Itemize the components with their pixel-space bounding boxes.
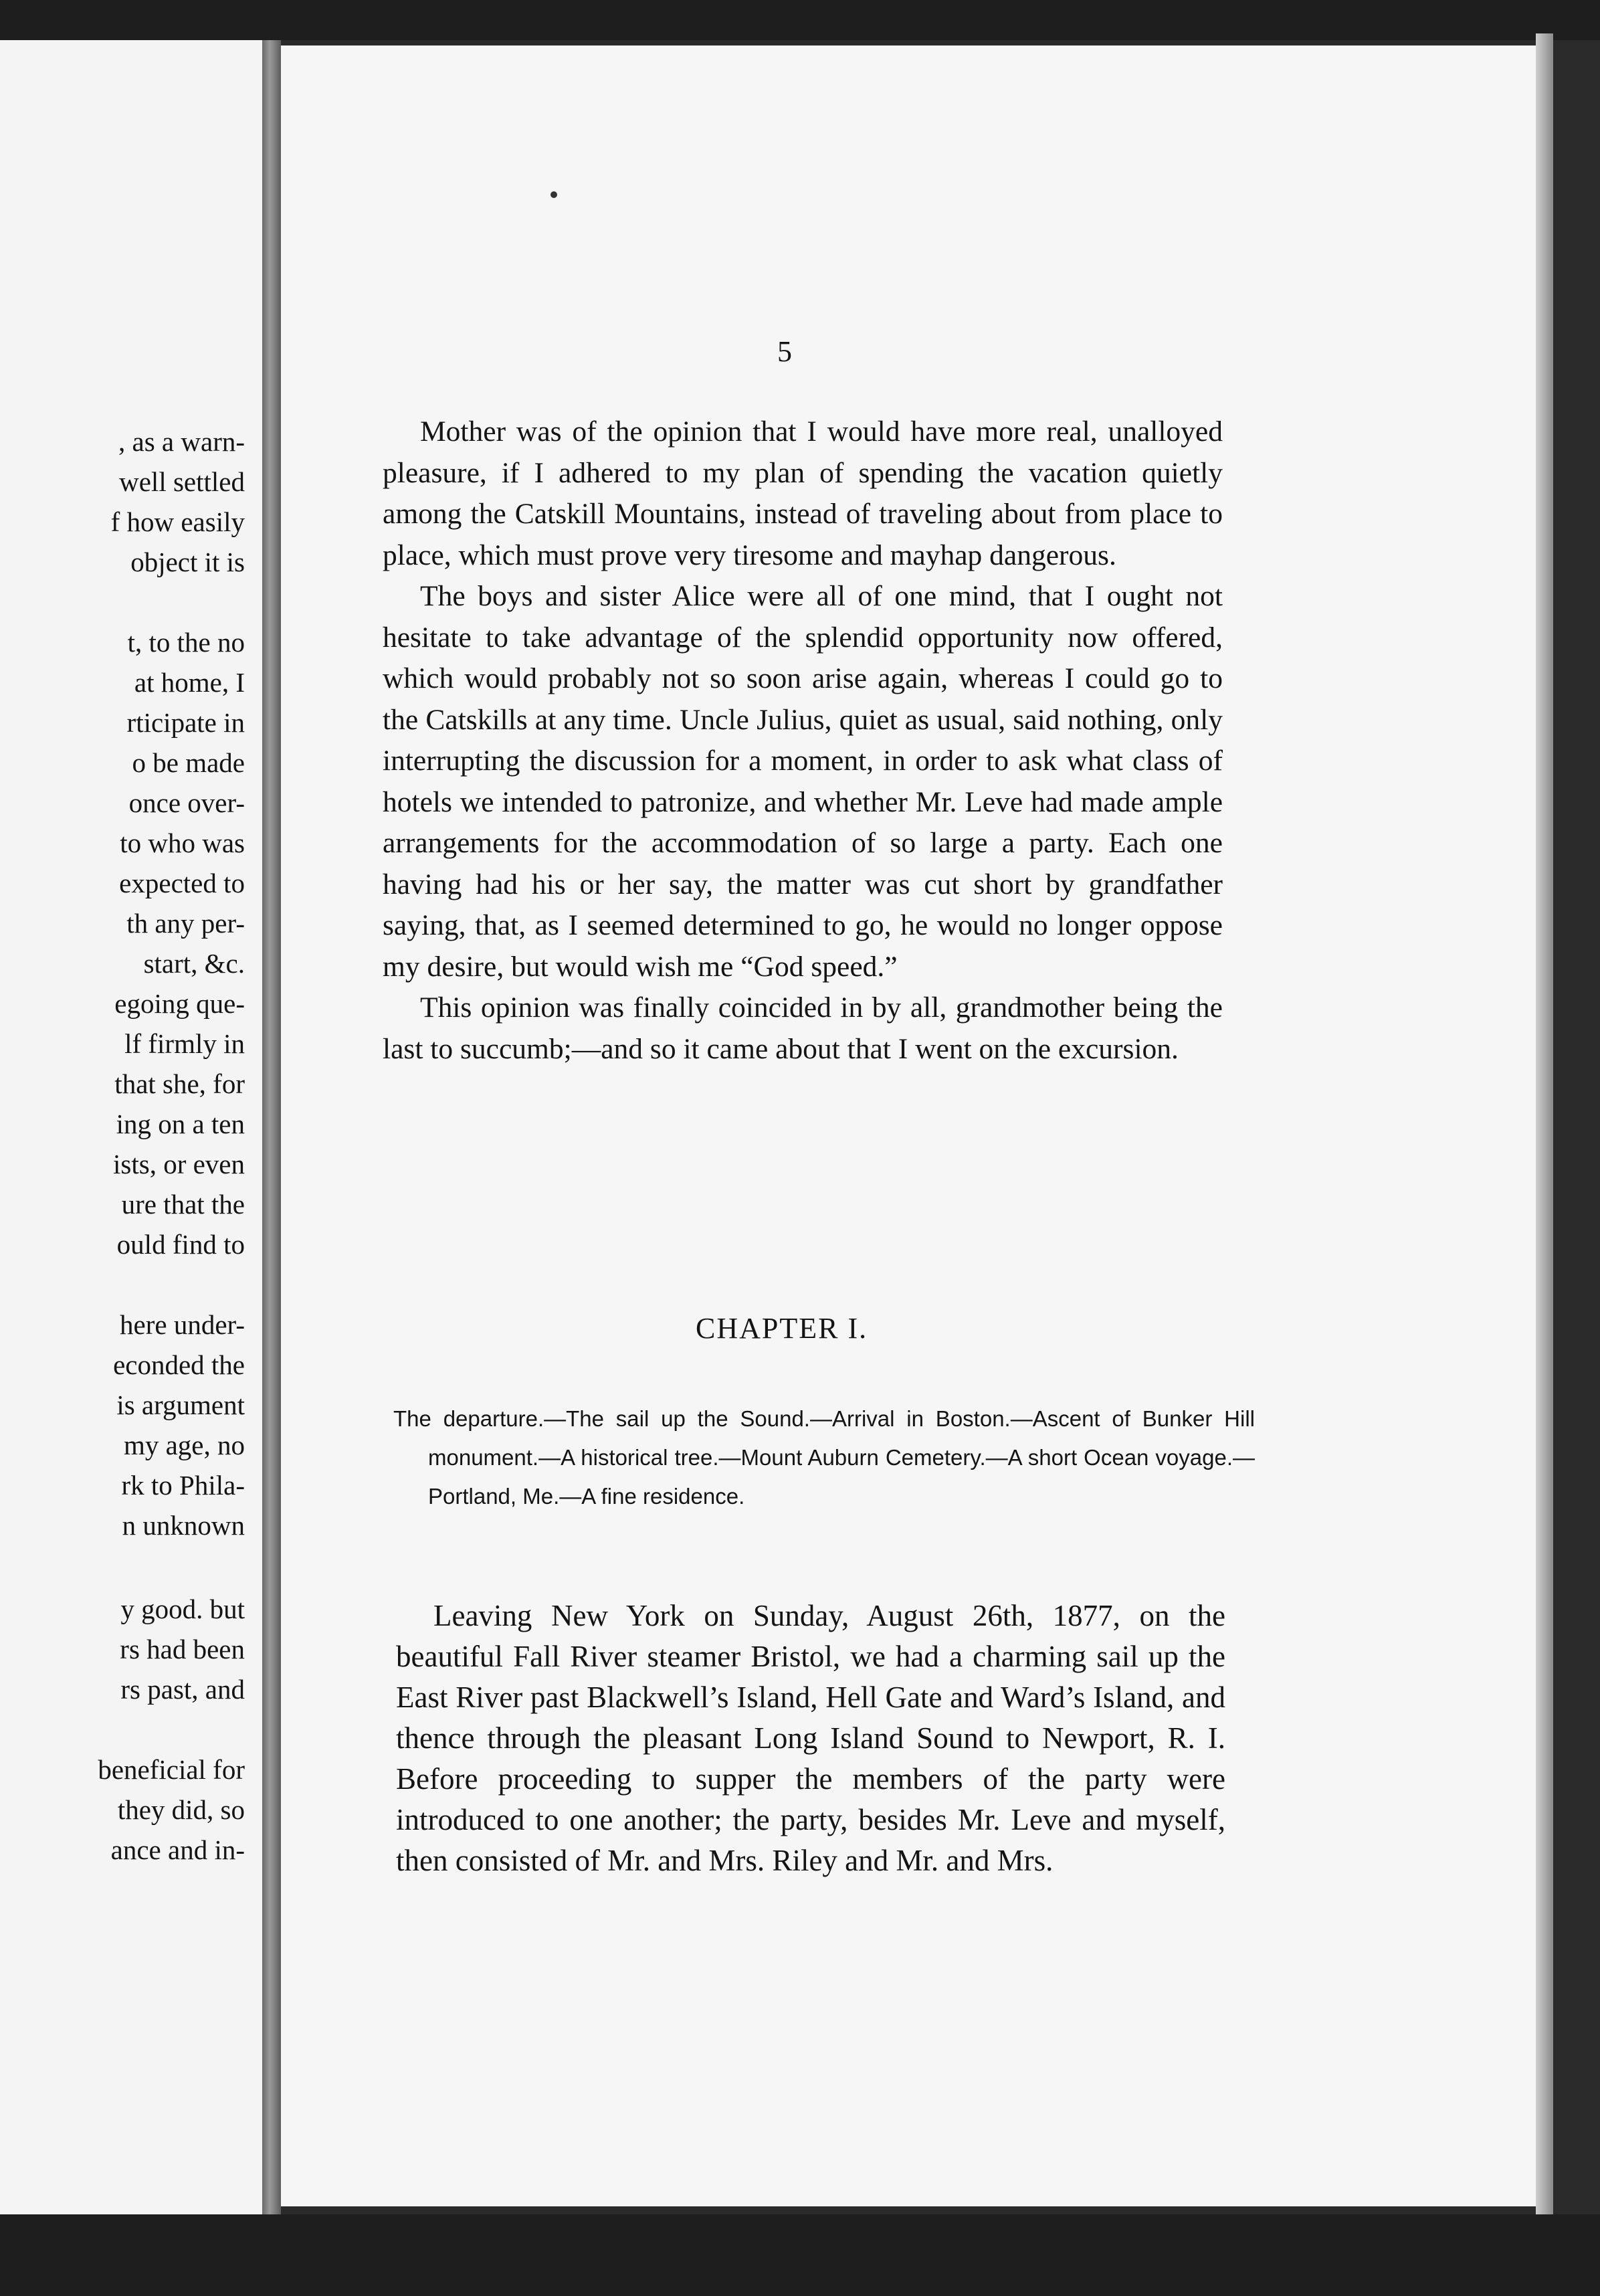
- left-page-line: they did, so: [117, 1794, 245, 1825]
- left-page-line: well settled: [119, 466, 245, 497]
- left-page-line: th any per-: [126, 908, 245, 939]
- left-page-line: beneficial for: [98, 1754, 245, 1785]
- left-page-line: rticipate in: [126, 707, 245, 738]
- ink-speck: [551, 191, 557, 198]
- paragraph: Leaving New York on Sunday, August 26th, 1877, on the beautiful Fall River steamer Bristol, we had a charming sail up the East River past Blackwell’s Island, Hell Gate and Ward’s Island, and thence through the pleasant Long Island Sound to Newport, R. I. Before proceeding to supper the members of the party were introduced to one another; the party, besides Mr. Leve and myself, then consisted of Mr. and Mrs. Riley and Mr. and Mrs.: [396, 1599, 1225, 1877]
- left-page-line: rs had been: [120, 1634, 245, 1664]
- left-page-line: once over-: [128, 787, 245, 818]
- left-page-line: at home, I: [134, 667, 245, 698]
- paragraph: Mother was of the opinion that I would have more real, unalloyed pleasure, if I adhered to my plan of spending the vacation quietly among the Catskill Mountains, instead of traveling about from place to place, which must prove very tiresome and mayhap dangerous.: [383, 415, 1223, 571]
- left-page-line: expected to: [119, 868, 245, 898]
- chapter-text-column: [396, 1596, 1225, 1881]
- book-spine: [262, 40, 281, 2214]
- left-page-line: ing on a ten: [116, 1109, 245, 1139]
- scan-border-bottom: [0, 2214, 1600, 2296]
- left-page-line: lf firmly in: [124, 1028, 245, 1059]
- left-page-line: here under-: [120, 1309, 245, 1340]
- left-page-line: to who was: [120, 828, 245, 858]
- left-page-line: start, &c.: [143, 948, 245, 979]
- left-page-line: egoing que-: [114, 988, 245, 1019]
- main-page: [281, 45, 1536, 2206]
- left-facing-page: [0, 40, 262, 2214]
- left-page-line: that she, for: [114, 1068, 245, 1099]
- left-page-line: ance and in-: [110, 1834, 245, 1865]
- paragraph: The boys and sister Alice were all of one mind, that I ought not hesitate to take advantage of the splendid opportunity now offered, which would probably not so soon arise again, whereas I could go to the Catskills at any time. Uncle Julius, quiet as usual, said nothing, only interrupting the discussion for a moment, in order to ask what class of hotels we intended to patronize, and whether Mr. Leve had made ample arrangements for the accommodation of so large a party. Each one having had his or her say, the matter was cut short by grandfather saying, that, as I seemed determined to go, he would no longer oppose my desire, but would wish me “God speed.”: [383, 580, 1223, 983]
- body-text-column: [383, 411, 1223, 1070]
- page-number: 5: [777, 335, 792, 368]
- left-page-line: econded the: [113, 1349, 245, 1380]
- left-page-line: object it is: [130, 547, 245, 577]
- chapter-heading: CHAPTER I.: [696, 1312, 868, 1345]
- left-page-line: ould find to: [116, 1229, 245, 1260]
- left-page-line: rk to Phila-: [121, 1470, 245, 1501]
- left-page-line: is argument: [116, 1390, 245, 1420]
- left-page-line: , as a warn-: [118, 426, 245, 457]
- left-page-line: n unknown: [122, 1510, 245, 1541]
- page-edge: [1536, 33, 1553, 2241]
- left-page-line: ure that the: [121, 1189, 245, 1220]
- left-page-line: rs past, and: [120, 1674, 245, 1705]
- left-page-text: [0, 40, 262, 2214]
- left-page-line: y good. but: [120, 1594, 245, 1624]
- left-page-line: f how easily: [110, 506, 245, 537]
- left-page-line: my age, no: [123, 1430, 245, 1460]
- left-page-line: o be made: [132, 747, 245, 778]
- left-page-line: t, to the no: [127, 627, 245, 658]
- scan-border-top: [0, 0, 1600, 40]
- chapter-synopsis: The departure.—The sail up the Sound.—Arrival in Boston.—Ascent of Bunker Hill monument.—A historical tree.—Mount Auburn Cemetery.—A short Ocean voyage.—Portland, Me.—A fine residence.: [393, 1406, 1255, 1509]
- paragraph: This opinion was finally coincided in by all, grandmother being the last to succumb;—and so it came about that I went on the excursion.: [383, 991, 1223, 1065]
- left-page-line: ists, or even: [113, 1149, 245, 1179]
